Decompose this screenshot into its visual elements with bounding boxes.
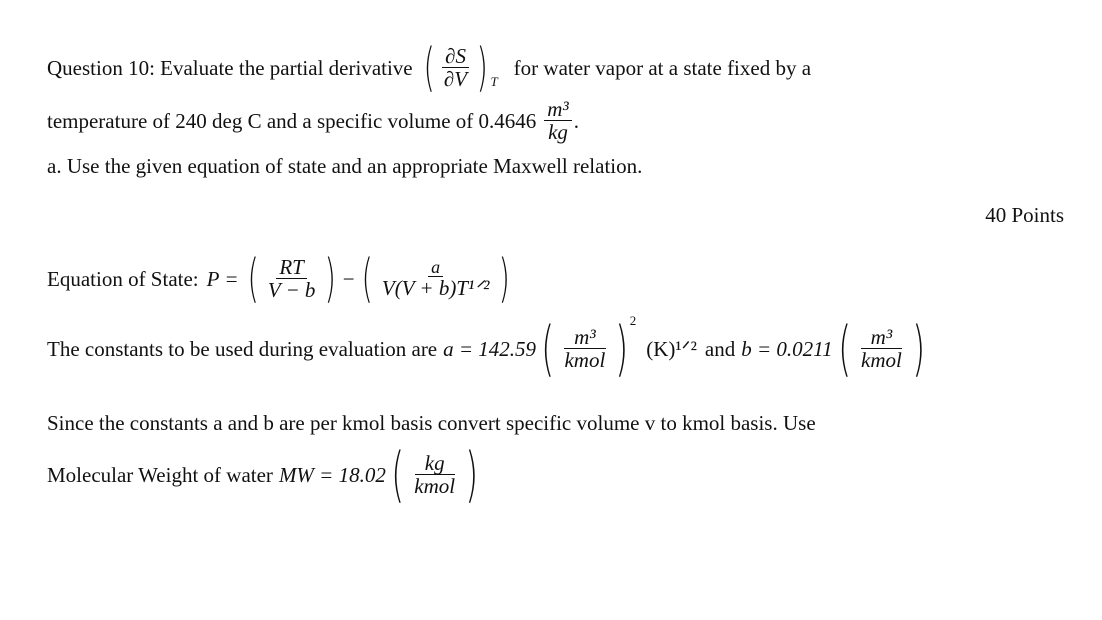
and-text: and [704, 336, 736, 361]
left-paren: ( [541, 314, 555, 384]
right-paren: ) [615, 314, 629, 384]
right-paren: ) [499, 249, 511, 309]
left-paren: ( [423, 38, 435, 98]
derivative-denominator: ∂V [443, 66, 468, 91]
right-paren: ) [912, 314, 925, 384]
question-line-1 [47, 38, 811, 98]
mw-unit-numerator: kg [415, 452, 455, 475]
right-paren: ) [465, 440, 479, 510]
unit-denominator: kg [548, 120, 568, 145]
term2-numerator: a [428, 258, 443, 278]
constants-text: The constants to be used during evaluation are [47, 336, 438, 361]
constants-line [47, 314, 930, 384]
a-unit-fraction [561, 326, 608, 372]
mw-unit-denominator: kmol [414, 473, 456, 498]
question-line-3: a. Use the given equation of state and an appropriate Maxwell relation. [47, 154, 643, 178]
b-unit-denominator: kmol [861, 347, 902, 372]
question-line-2 [47, 98, 579, 144]
constant-a: a = 142.59 [443, 336, 537, 361]
conversion-line-1: Since the constants a and b are per kmol basis convert specific volume v to kmol basis. Use [47, 411, 816, 435]
b-unit-fraction [858, 326, 905, 372]
derivative-numerator: ∂S [442, 45, 469, 68]
left-paren: ( [361, 249, 373, 309]
period: . [573, 108, 579, 133]
a-exponent: 2 [629, 313, 637, 328]
specific-volume-unit [544, 98, 571, 144]
kelvin-term: (K)¹ᐟ² [646, 336, 697, 361]
equation-label: Equation of State: [47, 266, 199, 291]
derivative-subscript: T [490, 74, 498, 89]
question-text: Question 10: Evaluate the partial derivative [47, 55, 413, 80]
molecular-weight-value: MW = 18.02 [278, 462, 386, 487]
unit-numerator: m³ [544, 98, 571, 121]
term1-fraction [265, 256, 319, 302]
term1-denominator: V − b [267, 277, 316, 302]
right-paren: ) [325, 249, 337, 309]
a-unit-denominator: kmol [564, 347, 606, 372]
right-paren: ) [476, 38, 488, 98]
constant-b: b = 0.0211 [741, 336, 833, 361]
equation-of-state [47, 249, 515, 309]
conversion-line-2 [47, 440, 484, 510]
term2-fraction [379, 258, 493, 301]
minus-sign: − [342, 266, 355, 291]
molecular-weight-text: Molecular Weight of water [47, 462, 273, 487]
left-paren: ( [391, 440, 405, 510]
points-label: 40 Points [985, 203, 1064, 227]
question-text-line2: temperature of 240 deg C and a specific volume of 0.4646 [47, 108, 537, 133]
term2-denominator: V(V + b)T¹ᐟ² [381, 276, 490, 301]
mw-unit-fraction [411, 452, 458, 498]
a-unit-numerator: m³ [564, 326, 605, 349]
left-paren: ( [247, 249, 259, 309]
question-text-cont: for water vapor at a state fixed by a [513, 55, 812, 80]
b-unit-numerator: m³ [861, 326, 902, 349]
equation-lhs: P = [206, 266, 239, 291]
partial-derivative [441, 45, 470, 91]
left-paren: ( [837, 314, 851, 384]
term1-numerator: RT [276, 256, 307, 279]
